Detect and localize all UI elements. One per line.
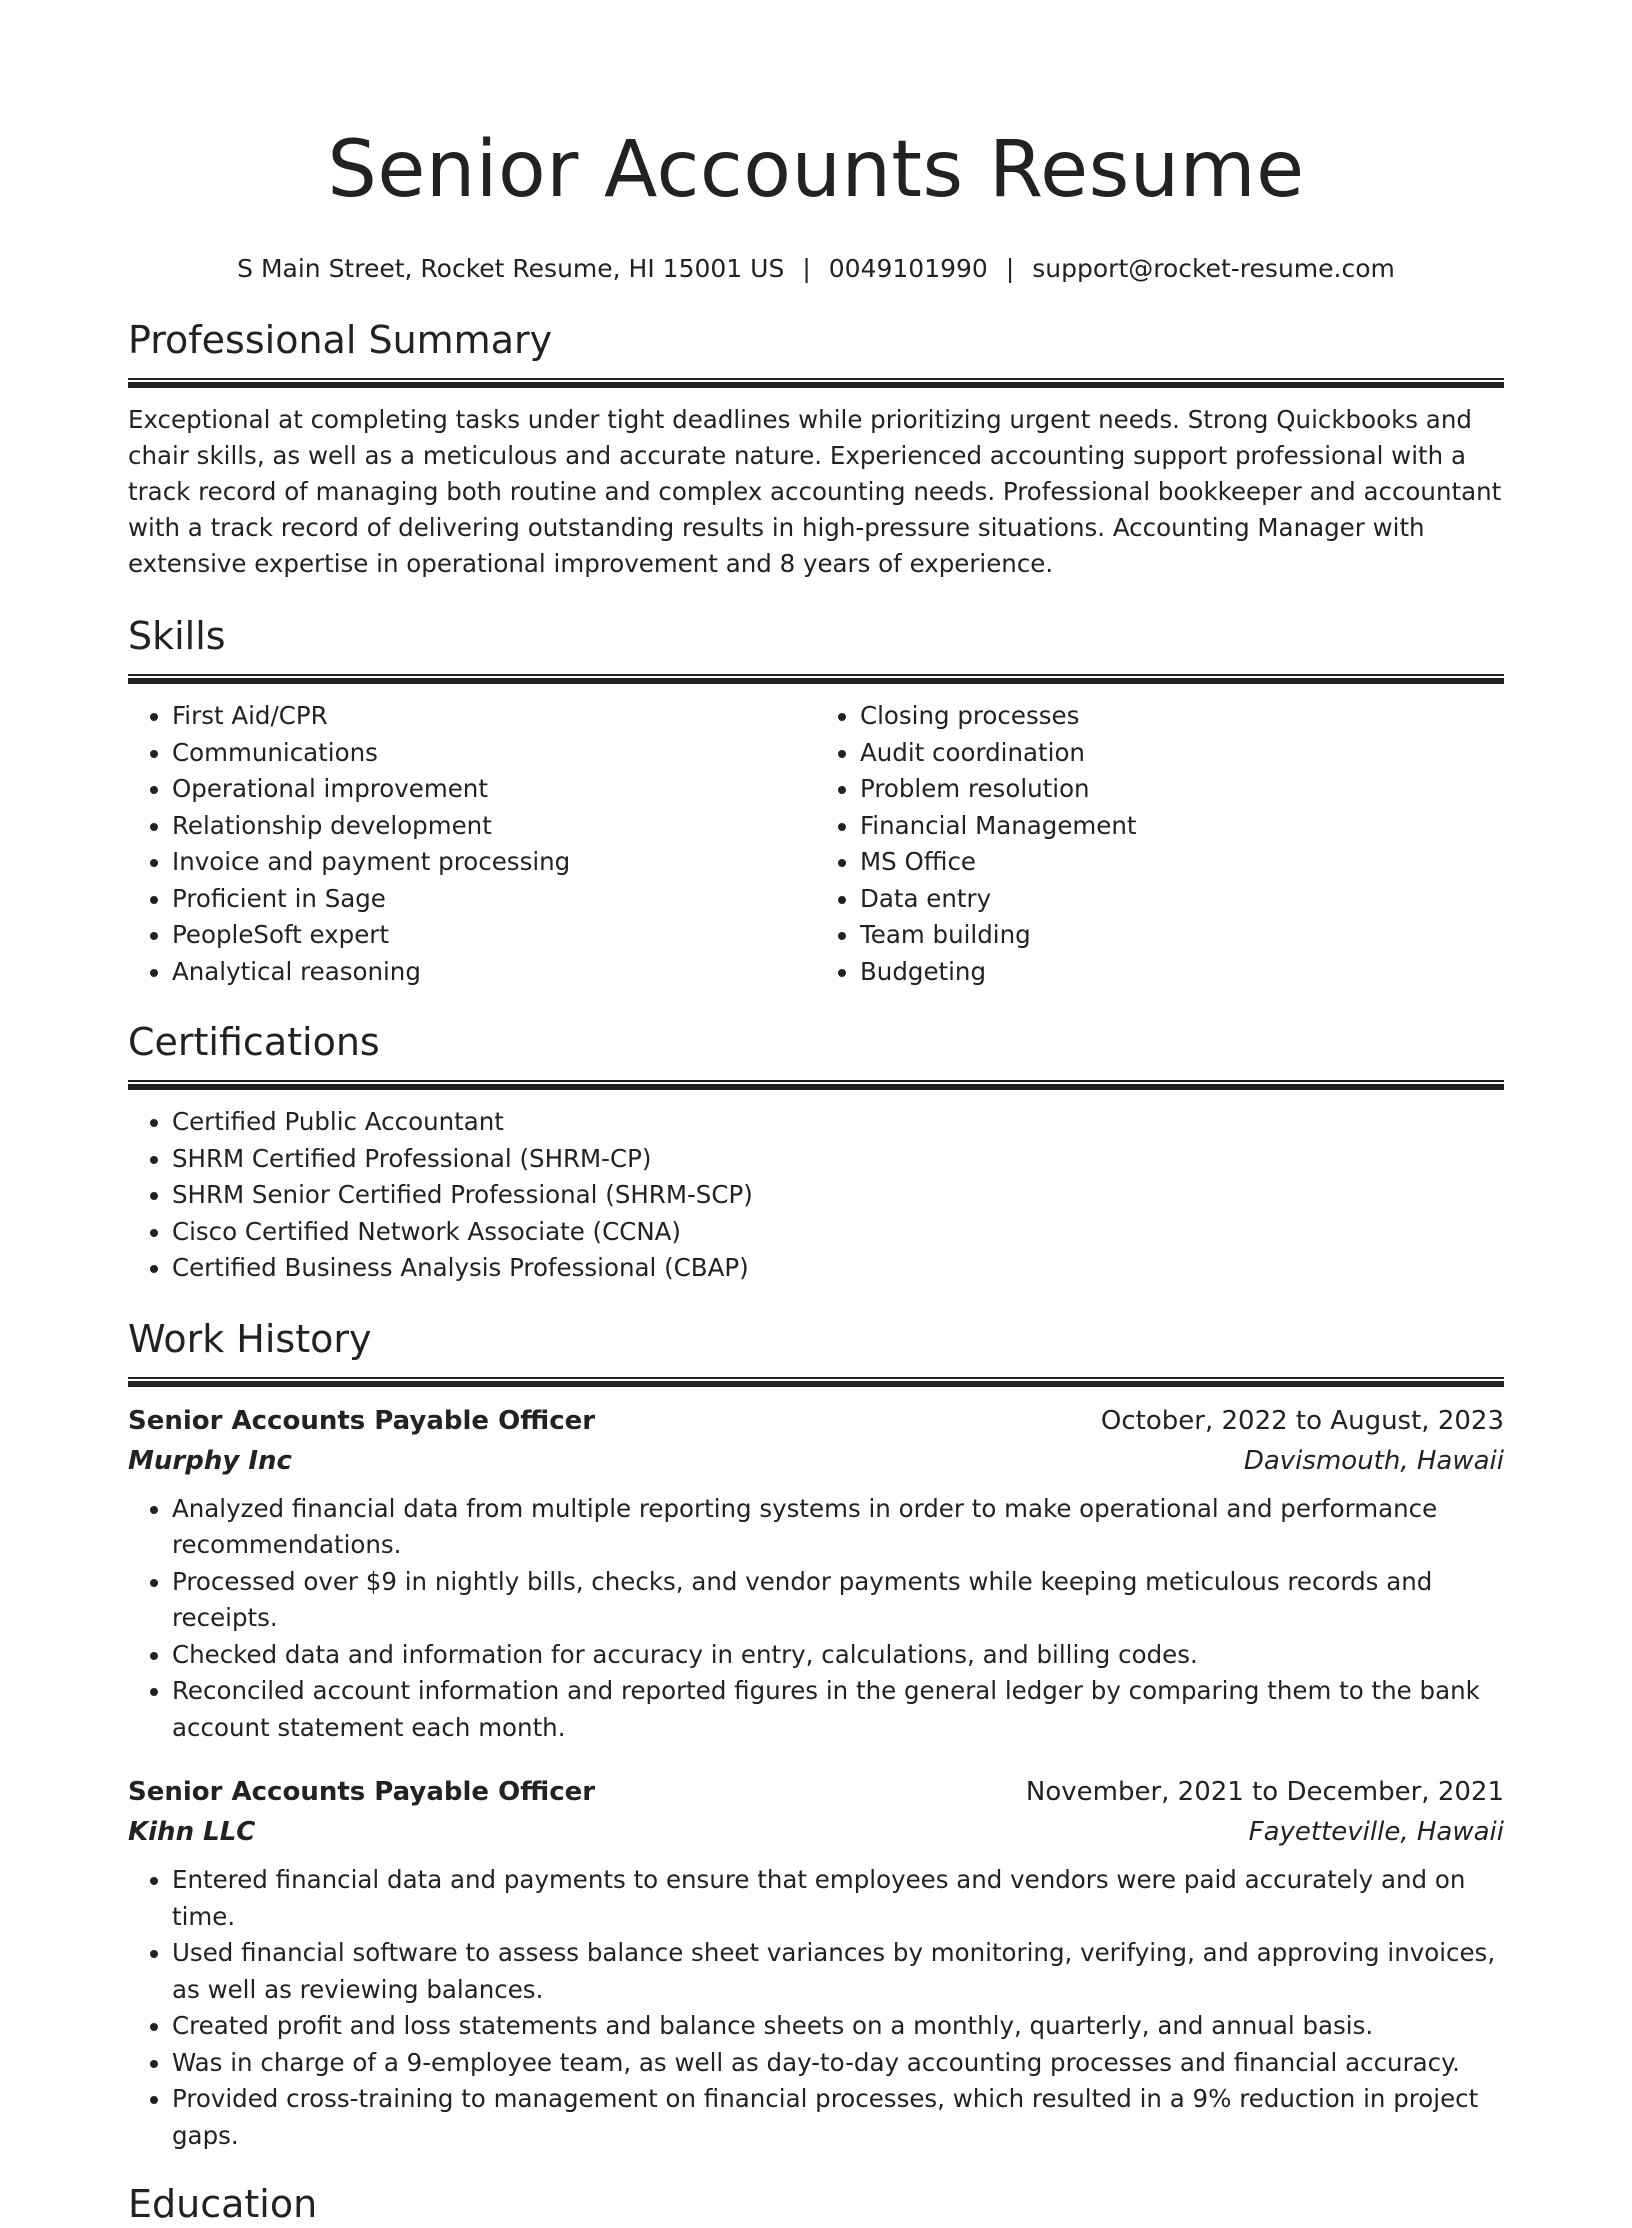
job-bullet: • Reconciled account information and reported figures in the general ledger by comparing them to the bank account statement each month. xyxy=(172,1673,1504,1746)
skill-item: • Closing processes xyxy=(860,698,1504,735)
skill-item: • First Aid/CPR xyxy=(172,698,816,735)
skill-item: • Analytical reasoning xyxy=(172,954,816,991)
job-company-row xyxy=(128,1812,1504,1852)
job-bullet: • Was in charge of a 9-employee team, as well as day-to-day accounting processes and financial accuracy. xyxy=(172,2045,1504,2082)
skill-item: • Proficient in Sage xyxy=(172,881,816,918)
skill-item: • MS Office xyxy=(860,844,1504,881)
certifications-section xyxy=(128,1018,1504,1287)
job-title: Senior Accounts Payable Officer xyxy=(128,1405,596,1436)
job-bullet: • Processed over $9 in nightly bills, checks, and vendor payments while keeping meticulous records and receipts. xyxy=(172,1564,1504,1637)
skills-list-right xyxy=(816,698,1504,990)
certification-item: • Certified Business Analysis Professional (CBAP) xyxy=(172,1250,1504,1287)
skill-item: • Team building xyxy=(860,917,1504,954)
section-divider xyxy=(128,1080,1504,1090)
section-title-certifications: Certifications xyxy=(128,1020,380,1064)
skill-item: • Problem resolution xyxy=(860,771,1504,808)
job-company-row xyxy=(128,1441,1504,1481)
job-dates: October, 2022 to August, 2023 xyxy=(1100,1405,1504,1436)
certifications-list xyxy=(128,1104,1504,1287)
job-bullet: • Created profit and loss statements and balance sheets on a monthly, quarterly, and annual basis. xyxy=(172,2008,1504,2045)
certification-item: • SHRM Senior Certified Professional (SHRM-SCP) xyxy=(172,1177,1504,1214)
contact-separator: | xyxy=(1005,254,1015,283)
section-divider xyxy=(128,378,1504,388)
contact-email[interactable]: support@rocket-resume.com xyxy=(1032,254,1395,283)
section-title-education: Education xyxy=(128,2182,318,2226)
section-divider xyxy=(128,674,1504,684)
skill-item: • Relationship development xyxy=(172,808,816,845)
summary-text: Exceptional at completing tasks under tight deadlines while prioritizing urgent needs. Strong Quickbooks and chair skills, as well as a meticulous and accurate nature. Experienced accounting support professional with a track record of managing both routine and complex accounting needs. Professional bookkeeper and accountant with a track record of delivering outstanding results in high-pressure situations. Accounting Manager with extensive expertise in operational improvement and 8 years of experience. xyxy=(128,405,1502,578)
certification-item: • Certified Public Accountant xyxy=(172,1104,1504,1141)
summary-section xyxy=(128,316,1504,582)
job-bullet: • Used financial software to assess balance sheet variances by monitoring, verifying, and approving invoices, as well as reviewing balances. xyxy=(172,1935,1504,2008)
certification-item: • SHRM Certified Professional (SHRM-CP) xyxy=(172,1141,1504,1178)
job-bullet: • Provided cross-training to management on financial processes, which resulted in a 9% reduction in project gaps. xyxy=(172,2081,1504,2154)
skill-item: • Data entry xyxy=(860,881,1504,918)
job-bullet: • Entered financial data and payments to ensure that employees and vendors were paid accurately and on time. xyxy=(172,1862,1504,1935)
section-title-skills: Skills xyxy=(128,614,226,658)
skill-item: • Operational improvement xyxy=(172,771,816,808)
contact-phone: 0049101990 xyxy=(828,254,988,283)
contact-address: S Main Street, Rocket Resume, HI 15001 US xyxy=(237,254,785,283)
contact-separator: | xyxy=(802,254,811,283)
work-history-section xyxy=(128,1315,1504,2155)
skill-item: • Audit coordination xyxy=(860,735,1504,772)
section-title-work-history: Work History xyxy=(128,1316,372,1361)
skill-item: • Invoice and payment processing xyxy=(172,844,816,881)
section-title-summary: Professional Summary xyxy=(128,318,553,362)
skill-item: • Communications xyxy=(172,735,816,772)
skills-list-left xyxy=(128,698,816,990)
job-bullets xyxy=(128,1862,1504,2154)
skill-item: • Budgeting xyxy=(860,954,1504,991)
job-entry xyxy=(128,1772,1504,2154)
job-company: Murphy Inc xyxy=(128,1445,292,1476)
job-bullets xyxy=(128,1491,1504,1747)
section-divider xyxy=(128,1377,1504,1387)
job-header-row xyxy=(128,1772,1504,1812)
job-bullet: • Analyzed financial data from multiple reporting systems in order to make operational and performance recommendations. xyxy=(172,1491,1504,1564)
skills-columns xyxy=(128,698,1504,990)
skill-item: • Financial Management xyxy=(860,808,1504,845)
job-entry xyxy=(128,1401,1504,1747)
education-section xyxy=(128,2180,1504,2228)
resume-title: Senior Accounts Resume xyxy=(327,125,1305,215)
job-location: Davismouth, Hawaii xyxy=(1243,1445,1504,1476)
skill-item: • PeopleSoft expert xyxy=(172,917,816,954)
certification-item: • Cisco Certified Network Associate (CCNA) xyxy=(172,1214,1504,1251)
job-header-row xyxy=(128,1401,1504,1441)
job-location: Fayetteville, Hawaii xyxy=(1248,1817,1504,1847)
contact-line xyxy=(128,252,1504,286)
job-dates: November, 2021 to December, 2021 xyxy=(1025,1777,1504,1807)
skills-section xyxy=(128,612,1504,990)
job-company: Kihn LLC xyxy=(128,1817,256,1847)
job-title: Senior Accounts Payable Officer xyxy=(128,1777,596,1807)
job-bullet: • Checked data and information for accuracy in entry, calculations, and billing codes. xyxy=(172,1637,1504,1674)
